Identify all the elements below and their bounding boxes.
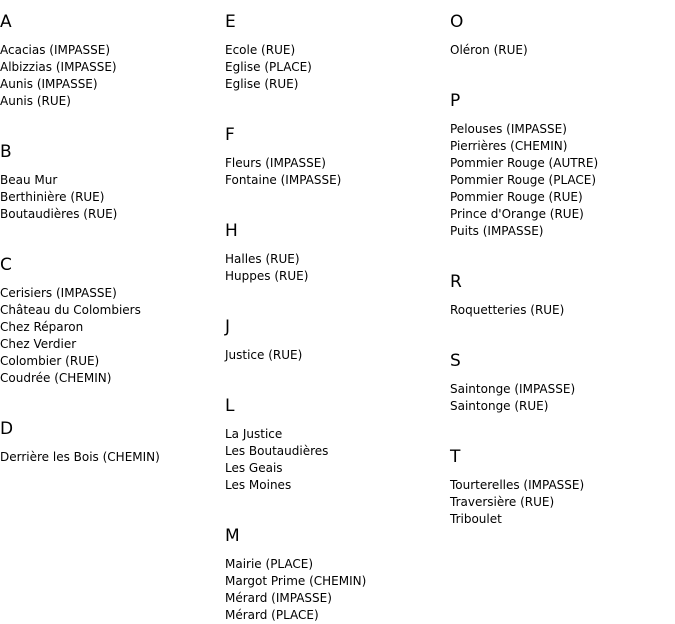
letter-heading: R <box>450 272 462 292</box>
street-link[interactable]: Margot Prime (CHEMIN) <box>225 574 367 588</box>
street-link[interactable]: Fleurs (IMPASSE) <box>225 156 326 170</box>
letter-group <box>0 130 160 243</box>
street-link[interactable]: Saintonge (RUE) <box>450 399 549 413</box>
letter-group <box>450 79 598 260</box>
street-link[interactable]: Les Boutaudières <box>225 444 329 458</box>
letter-heading: L <box>225 396 235 416</box>
street-list <box>450 477 598 528</box>
letter-heading: D <box>0 419 14 439</box>
street-link[interactable]: Saintonge (IMPASSE) <box>450 382 576 396</box>
street-link[interactable]: Traversière (RUE) <box>450 495 555 509</box>
letter-group <box>225 305 366 384</box>
street-list <box>225 251 366 285</box>
letter-group <box>0 407 160 466</box>
street-link[interactable]: Les Geais <box>225 461 283 475</box>
street-link[interactable]: Mairie (PLACE) <box>225 557 314 571</box>
street-link[interactable]: Colombier (RUE) <box>0 354 100 368</box>
letter-group <box>225 384 366 514</box>
street-list <box>450 302 598 319</box>
street-link[interactable]: Coudrée (CHEMIN) <box>0 371 112 385</box>
letter-group <box>450 0 598 79</box>
letter-heading: B <box>0 142 12 162</box>
street-link[interactable]: Fontaine (IMPASSE) <box>225 173 342 187</box>
street-link[interactable]: Roquetteries (RUE) <box>450 303 565 317</box>
street-link[interactable]: Triboulet <box>450 512 502 526</box>
letter-group <box>225 209 366 305</box>
street-link[interactable]: Château du Colombiers <box>0 303 141 317</box>
street-list <box>0 42 160 110</box>
index-column-3 <box>450 0 598 528</box>
street-link[interactable]: Pelouses (IMPASSE) <box>450 122 567 136</box>
street-link[interactable]: Chez Verdier <box>0 337 77 351</box>
street-link[interactable]: Halles (RUE) <box>225 252 300 266</box>
street-list <box>0 449 160 466</box>
street-list <box>450 121 598 240</box>
letter-heading: M <box>225 526 240 546</box>
street-link[interactable]: Pommier Rouge (AUTRE) <box>450 156 599 170</box>
street-link[interactable]: Aunis (IMPASSE) <box>0 77 98 91</box>
street-link[interactable]: Ecole (RUE) <box>225 43 296 57</box>
street-link[interactable]: Cerisiers (IMPASSE) <box>0 286 117 300</box>
letter-heading: F <box>225 125 235 145</box>
street-link[interactable]: Eglise (PLACE) <box>225 60 312 74</box>
letter-heading: E <box>225 12 236 32</box>
street-link[interactable]: Oléron (RUE) <box>450 43 528 57</box>
street-list <box>450 381 598 415</box>
letter-group <box>450 260 598 339</box>
street-link[interactable]: Prince d'Orange (RUE) <box>450 207 584 221</box>
street-link[interactable]: Pierrières (CHEMIN) <box>450 139 568 153</box>
street-list <box>0 285 160 387</box>
street-list <box>0 172 160 223</box>
street-link[interactable]: Chez Réparon <box>0 320 84 334</box>
street-link[interactable]: Berthinière (RUE) <box>0 190 105 204</box>
letter-group <box>225 0 366 113</box>
letter-group <box>225 514 366 624</box>
letter-group <box>450 339 598 435</box>
letter-group <box>0 243 160 407</box>
street-link[interactable]: La Justice <box>225 427 283 441</box>
street-link[interactable]: Albizzias (IMPASSE) <box>0 60 117 74</box>
street-link[interactable]: Aunis (RUE) <box>0 94 71 108</box>
street-link[interactable]: Puits (IMPASSE) <box>450 224 544 238</box>
street-link[interactable]: Pommier Rouge (PLACE) <box>450 173 597 187</box>
letter-heading: S <box>450 351 461 371</box>
street-link[interactable]: Les Moines <box>225 478 292 492</box>
street-link[interactable]: Mérard (PLACE) <box>225 608 319 622</box>
street-list <box>450 42 598 59</box>
street-link[interactable]: Eglise (RUE) <box>225 77 299 91</box>
street-link[interactable]: Acacias (IMPASSE) <box>0 43 111 57</box>
letter-heading: P <box>450 91 461 111</box>
street-link[interactable]: Derrière les Bois (CHEMIN) <box>0 450 160 464</box>
letter-group <box>450 435 598 528</box>
street-link[interactable]: Huppes (RUE) <box>225 269 309 283</box>
street-list <box>225 155 366 189</box>
index-column-1 <box>0 0 160 466</box>
street-link[interactable]: Beau Mur <box>0 173 58 187</box>
letter-group <box>0 0 160 130</box>
letter-heading: H <box>225 221 238 241</box>
street-list <box>225 426 366 494</box>
street-list <box>225 556 366 624</box>
street-list <box>225 42 366 93</box>
letter-heading: J <box>225 317 231 337</box>
letter-heading: A <box>0 12 12 32</box>
letter-heading: C <box>0 255 12 275</box>
letter-heading: T <box>450 447 461 467</box>
letter-group <box>225 113 366 209</box>
index-column-2 <box>225 0 366 624</box>
street-link[interactable]: Pommier Rouge (RUE) <box>450 190 583 204</box>
street-link[interactable]: Tourterelles (IMPASSE) <box>450 478 585 492</box>
street-list <box>225 347 366 364</box>
letter-heading: O <box>450 12 464 32</box>
street-link[interactable]: Justice (RUE) <box>225 348 303 362</box>
street-link[interactable]: Mérard (IMPASSE) <box>225 591 332 605</box>
street-link[interactable]: Boutaudières (RUE) <box>0 207 118 221</box>
